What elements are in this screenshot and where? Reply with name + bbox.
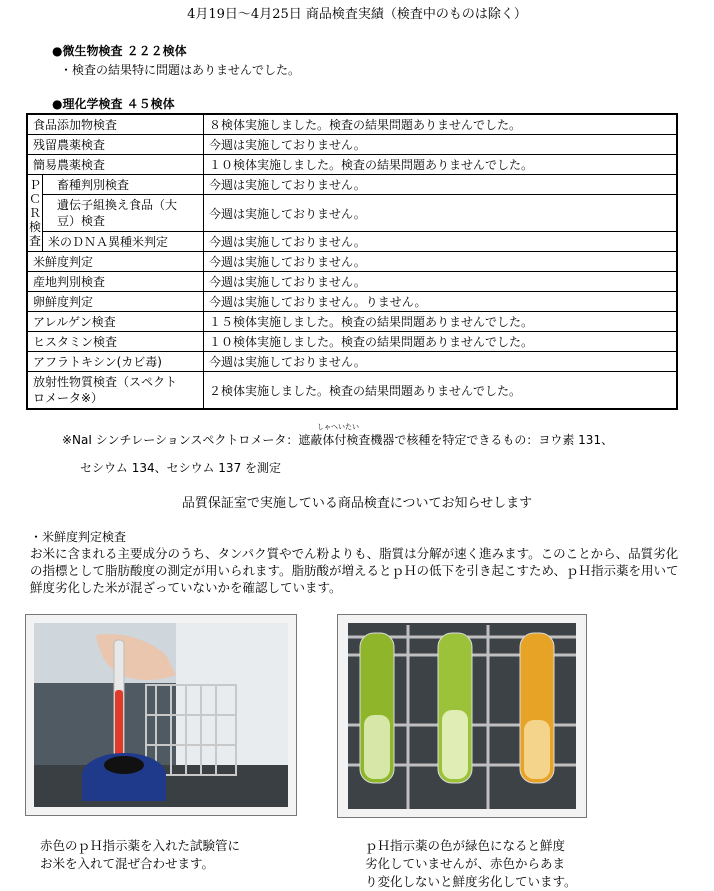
caption-line: お米を入れて混ぜ合わせます。 bbox=[40, 856, 215, 871]
photo-test-tube-mixer bbox=[25, 614, 297, 816]
item-cell bbox=[43, 232, 204, 252]
table-row bbox=[27, 272, 677, 292]
photo-three-tubes-image bbox=[338, 615, 586, 817]
note-line-1: ※NaI シンチレーションスペクトロメータ：遮蔽体付検査機器で核種を特定できるもの：ヨウ素 131、 bbox=[62, 433, 614, 447]
table-row bbox=[27, 252, 677, 272]
chem-heading: ●理化学検査 ４５検体 bbox=[52, 97, 175, 111]
table-row bbox=[27, 372, 677, 410]
caption-line: ｐＨ指示薬の色が緑色になると鮮度 bbox=[365, 838, 566, 853]
pcr-label-char: Ｒ bbox=[28, 206, 41, 220]
item-cell: 簡易農薬検査 bbox=[27, 155, 204, 175]
item-cell bbox=[43, 195, 204, 232]
photo-three-tubes bbox=[337, 614, 587, 818]
results-table bbox=[26, 113, 678, 410]
result-cell: １５検体実施しました。検査の結果問題ありませんでした。 bbox=[204, 312, 678, 332]
pcr-label-char: Ｐ bbox=[28, 178, 41, 192]
microbe-heading: ●微生物検査 ２２２検体 bbox=[52, 44, 187, 58]
section-heading: ・米鮮度判定検査 bbox=[30, 530, 127, 544]
item-cell: ヒスタミン検査 bbox=[27, 332, 204, 352]
pcr-label-char: Ｃ bbox=[28, 192, 41, 206]
table-row bbox=[27, 155, 677, 175]
item-cell bbox=[27, 372, 204, 410]
result-cell: 今週は実施しておりません。りません。 bbox=[204, 292, 678, 312]
item-cell: アフラトキシン(カビ毒) bbox=[27, 352, 204, 372]
photo-test-tube-mixer-image bbox=[26, 615, 296, 815]
table-row bbox=[27, 312, 677, 332]
item-label: 遺伝子組換え食品（大豆）検査 bbox=[57, 198, 178, 228]
table-row bbox=[27, 195, 677, 232]
table-row bbox=[27, 292, 677, 312]
result-cell: 今週は実施しておりません。 bbox=[204, 232, 678, 252]
section-body: お米に含まれる主要成分のうち、タンパク質やでん粉よりも、脂質は分解が速く進みます。このことから、品質劣化の指標として脂肪酸度の測定が用いられます。脂肪酸が増えるとｐＨの低下を引き起こすため、ｐＨ指示薬を用いて鮮度劣化した米が混ざっていないかを確認しています。 bbox=[30, 546, 679, 595]
result-cell: 今週は実施しておりません。 bbox=[204, 352, 678, 372]
result-cell: 今週は実施しておりません。 bbox=[204, 175, 678, 195]
item-cell bbox=[43, 175, 204, 195]
microbe-result: ・検査の結果特に問題はありませんでした。 bbox=[60, 63, 301, 77]
item-label: 畜種判別検査 bbox=[57, 178, 130, 192]
item-cell: 産地判別検査 bbox=[27, 272, 204, 292]
ruby-annotation: しゃへいたい bbox=[317, 423, 359, 431]
item-label: 米のＤＮＡ異種米判定 bbox=[48, 235, 169, 249]
result-cell: 今週は実施しておりません。 bbox=[204, 252, 678, 272]
intro-text: 品質保証室で実施している商品検査についてお知らせします bbox=[181, 496, 533, 511]
result-cell: ８検体実施しました。検査の結果問題ありませんでした。 bbox=[204, 114, 678, 135]
table-row bbox=[27, 232, 677, 252]
pcr-label bbox=[27, 175, 43, 252]
result-cell: １０検体実施しました。検査の結果問題ありませんでした。 bbox=[204, 155, 678, 175]
table-row bbox=[27, 175, 677, 195]
pcr-label-text bbox=[28, 178, 42, 248]
item-cell: 食品添加物検査 bbox=[27, 114, 204, 135]
result-cell: 今週は実施しておりません。 bbox=[204, 195, 678, 232]
table-row bbox=[27, 352, 677, 372]
page-title: 4月19日～4月25日 商品検査実績（検査中のものは除く） bbox=[187, 7, 527, 22]
result-cell: ２検体実施しました。検査の結果問題ありませんでした。 bbox=[204, 372, 678, 410]
table-row bbox=[27, 135, 677, 155]
result-cell: １０検体実施しました。検査の結果問題ありませんでした。 bbox=[204, 332, 678, 352]
caption-line: り変化しないと鮮度劣化しています。 bbox=[365, 874, 577, 889]
caption-left bbox=[40, 837, 240, 873]
result-cell: 今週は実施しておりません。 bbox=[204, 272, 678, 292]
result-cell: 今週は実施しておりません。 bbox=[204, 135, 678, 155]
pcr-label-char: 検 bbox=[28, 220, 41, 234]
table-row bbox=[27, 114, 677, 135]
item-cell: 残留農薬検査 bbox=[27, 135, 204, 155]
table-row bbox=[27, 332, 677, 352]
note-line-2: セシウム 134、セシウム 137 を測定 bbox=[80, 461, 282, 475]
pcr-label-char: 査 bbox=[28, 234, 41, 248]
item-cell: 卵鮮度判定 bbox=[27, 292, 204, 312]
caption-right bbox=[365, 837, 577, 891]
item-cell: アレルゲン検査 bbox=[27, 312, 204, 332]
caption-line: 赤色のｐＨ指示薬を入れた試験管に bbox=[40, 838, 241, 853]
item-label: 放射性物質検査（スペクトロメータ※） bbox=[33, 375, 178, 405]
item-cell: 米鮮度判定 bbox=[27, 252, 204, 272]
caption-line: 劣化していませんが、赤色からあま bbox=[365, 856, 566, 871]
